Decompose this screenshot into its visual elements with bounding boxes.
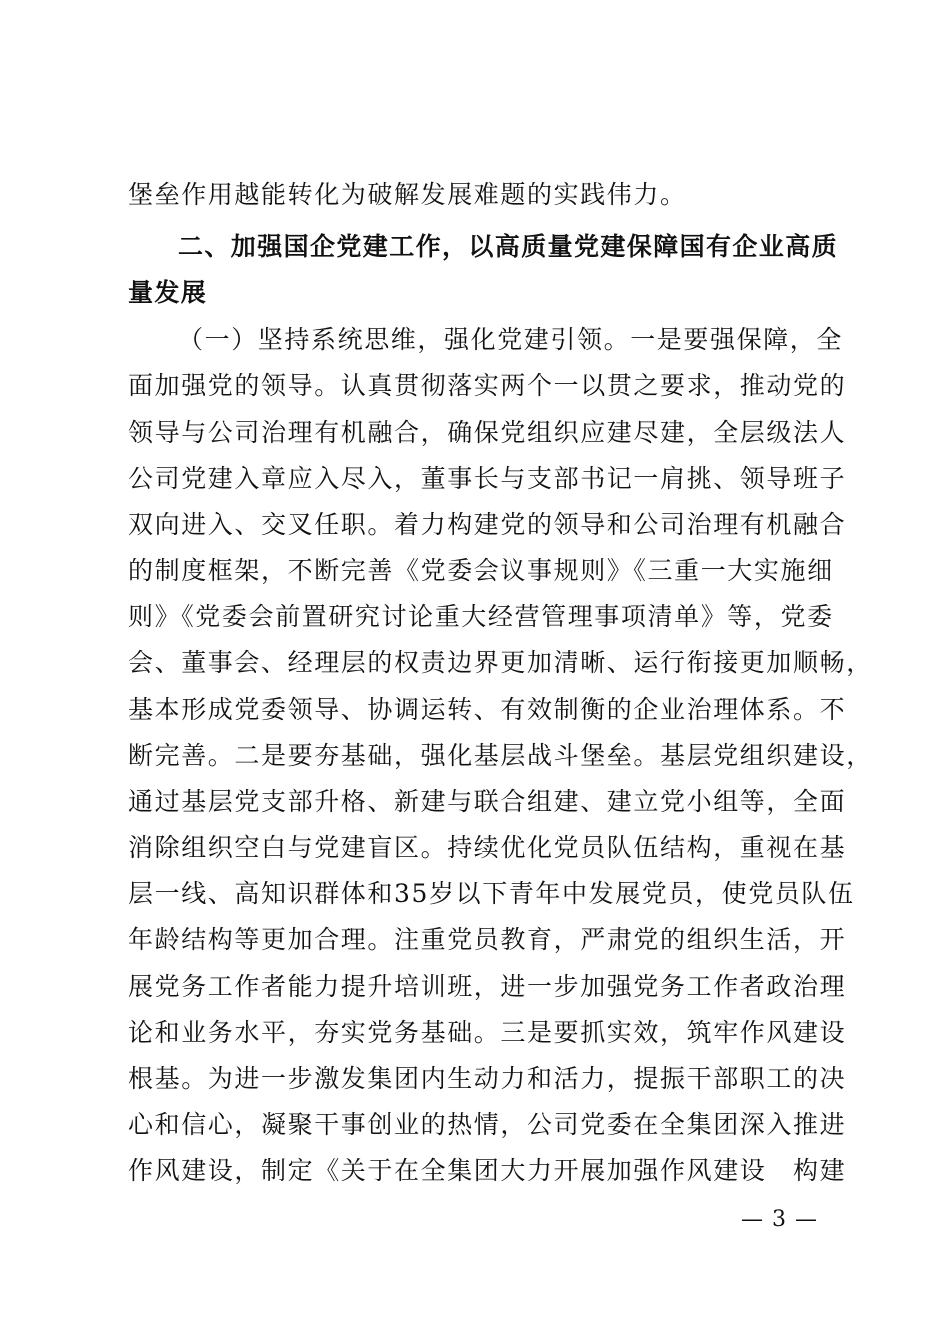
section-heading-line: 量发展 [128, 278, 208, 307]
body-text-line: 通过基层党支部升格、新建与联合组建、建立党小组等，全面 [128, 787, 847, 816]
body-text-line: 领导与公司治理有机融合，确保党组织应建尽建，全层级法人 [128, 418, 847, 447]
body-text-line: 会、董事会、经理层的权责边界更加清晰、运行衔接更加顺畅， [128, 648, 873, 677]
body-text-line: 层一线、高知识群体和35岁以下青年中发展党员，使党员队伍 [128, 879, 855, 908]
body-text-line: 年龄结构等更加合理。注重党员教育，严肃党的组织生活，开 [128, 925, 847, 954]
body-text-line: 基本形成党委领导、协调运转、有效制衡的企业治理体系。不 [128, 695, 847, 724]
body-text-line: 则》《党委会前置研究讨论重大经营管理事项清单》等，党委 [128, 602, 834, 631]
body-text-line: 根基。为进一步激发集团内生动力和活力，提振干部职工的决 [128, 1064, 847, 1093]
page-number: — 3 — [741, 1207, 818, 1232]
body-text-line: 断完善。二是要夯基础，强化基层战斗堡垒。基层党组织建设， [128, 741, 873, 770]
body-text-line: 作风建设，制定《关于在全集团大力开展加强作风建设 构建 [128, 1156, 847, 1185]
body-text-line: 论和业务水平，夯实党务基础。三是要抓实效，筑牢作风建设 [128, 1018, 847, 1047]
body-text-line: 的制度框架，不断完善《党委会议事规则》《三重一大实施细 [128, 556, 834, 585]
body-text-line: 面加强党的领导。认真贯彻落实两个一以贯之要求，推动党的 [128, 371, 847, 400]
body-text-line: （一）坚持系统思维，强化党建引领。一是要强保障，全 [178, 325, 844, 354]
body-text-line: 公司党建入章应入尽入，董事长与支部书记一肩挑、领导班子 [128, 464, 847, 493]
body-text-line: 展党务工作者能力提升培训班，进一步加强党务工作者政治理 [128, 972, 847, 1001]
body-text-line: 双向进入、交叉任职。着力构建党的领导和公司治理有机融合 [128, 510, 847, 539]
section-heading-line: 二、加强国企党建工作，以高质量党建保障国有企业高质 [178, 232, 839, 261]
body-text-line: 心和信心，凝聚干事创业的热情，公司党委在全集团深入推进 [128, 1110, 847, 1139]
body-text-line: 堡垒作用越能转化为破解发展难题的实践伟力。 [128, 180, 687, 209]
body-text-line: 消除组织空白与党建盲区。持续优化党员队伍结构，重视在基 [128, 833, 847, 862]
